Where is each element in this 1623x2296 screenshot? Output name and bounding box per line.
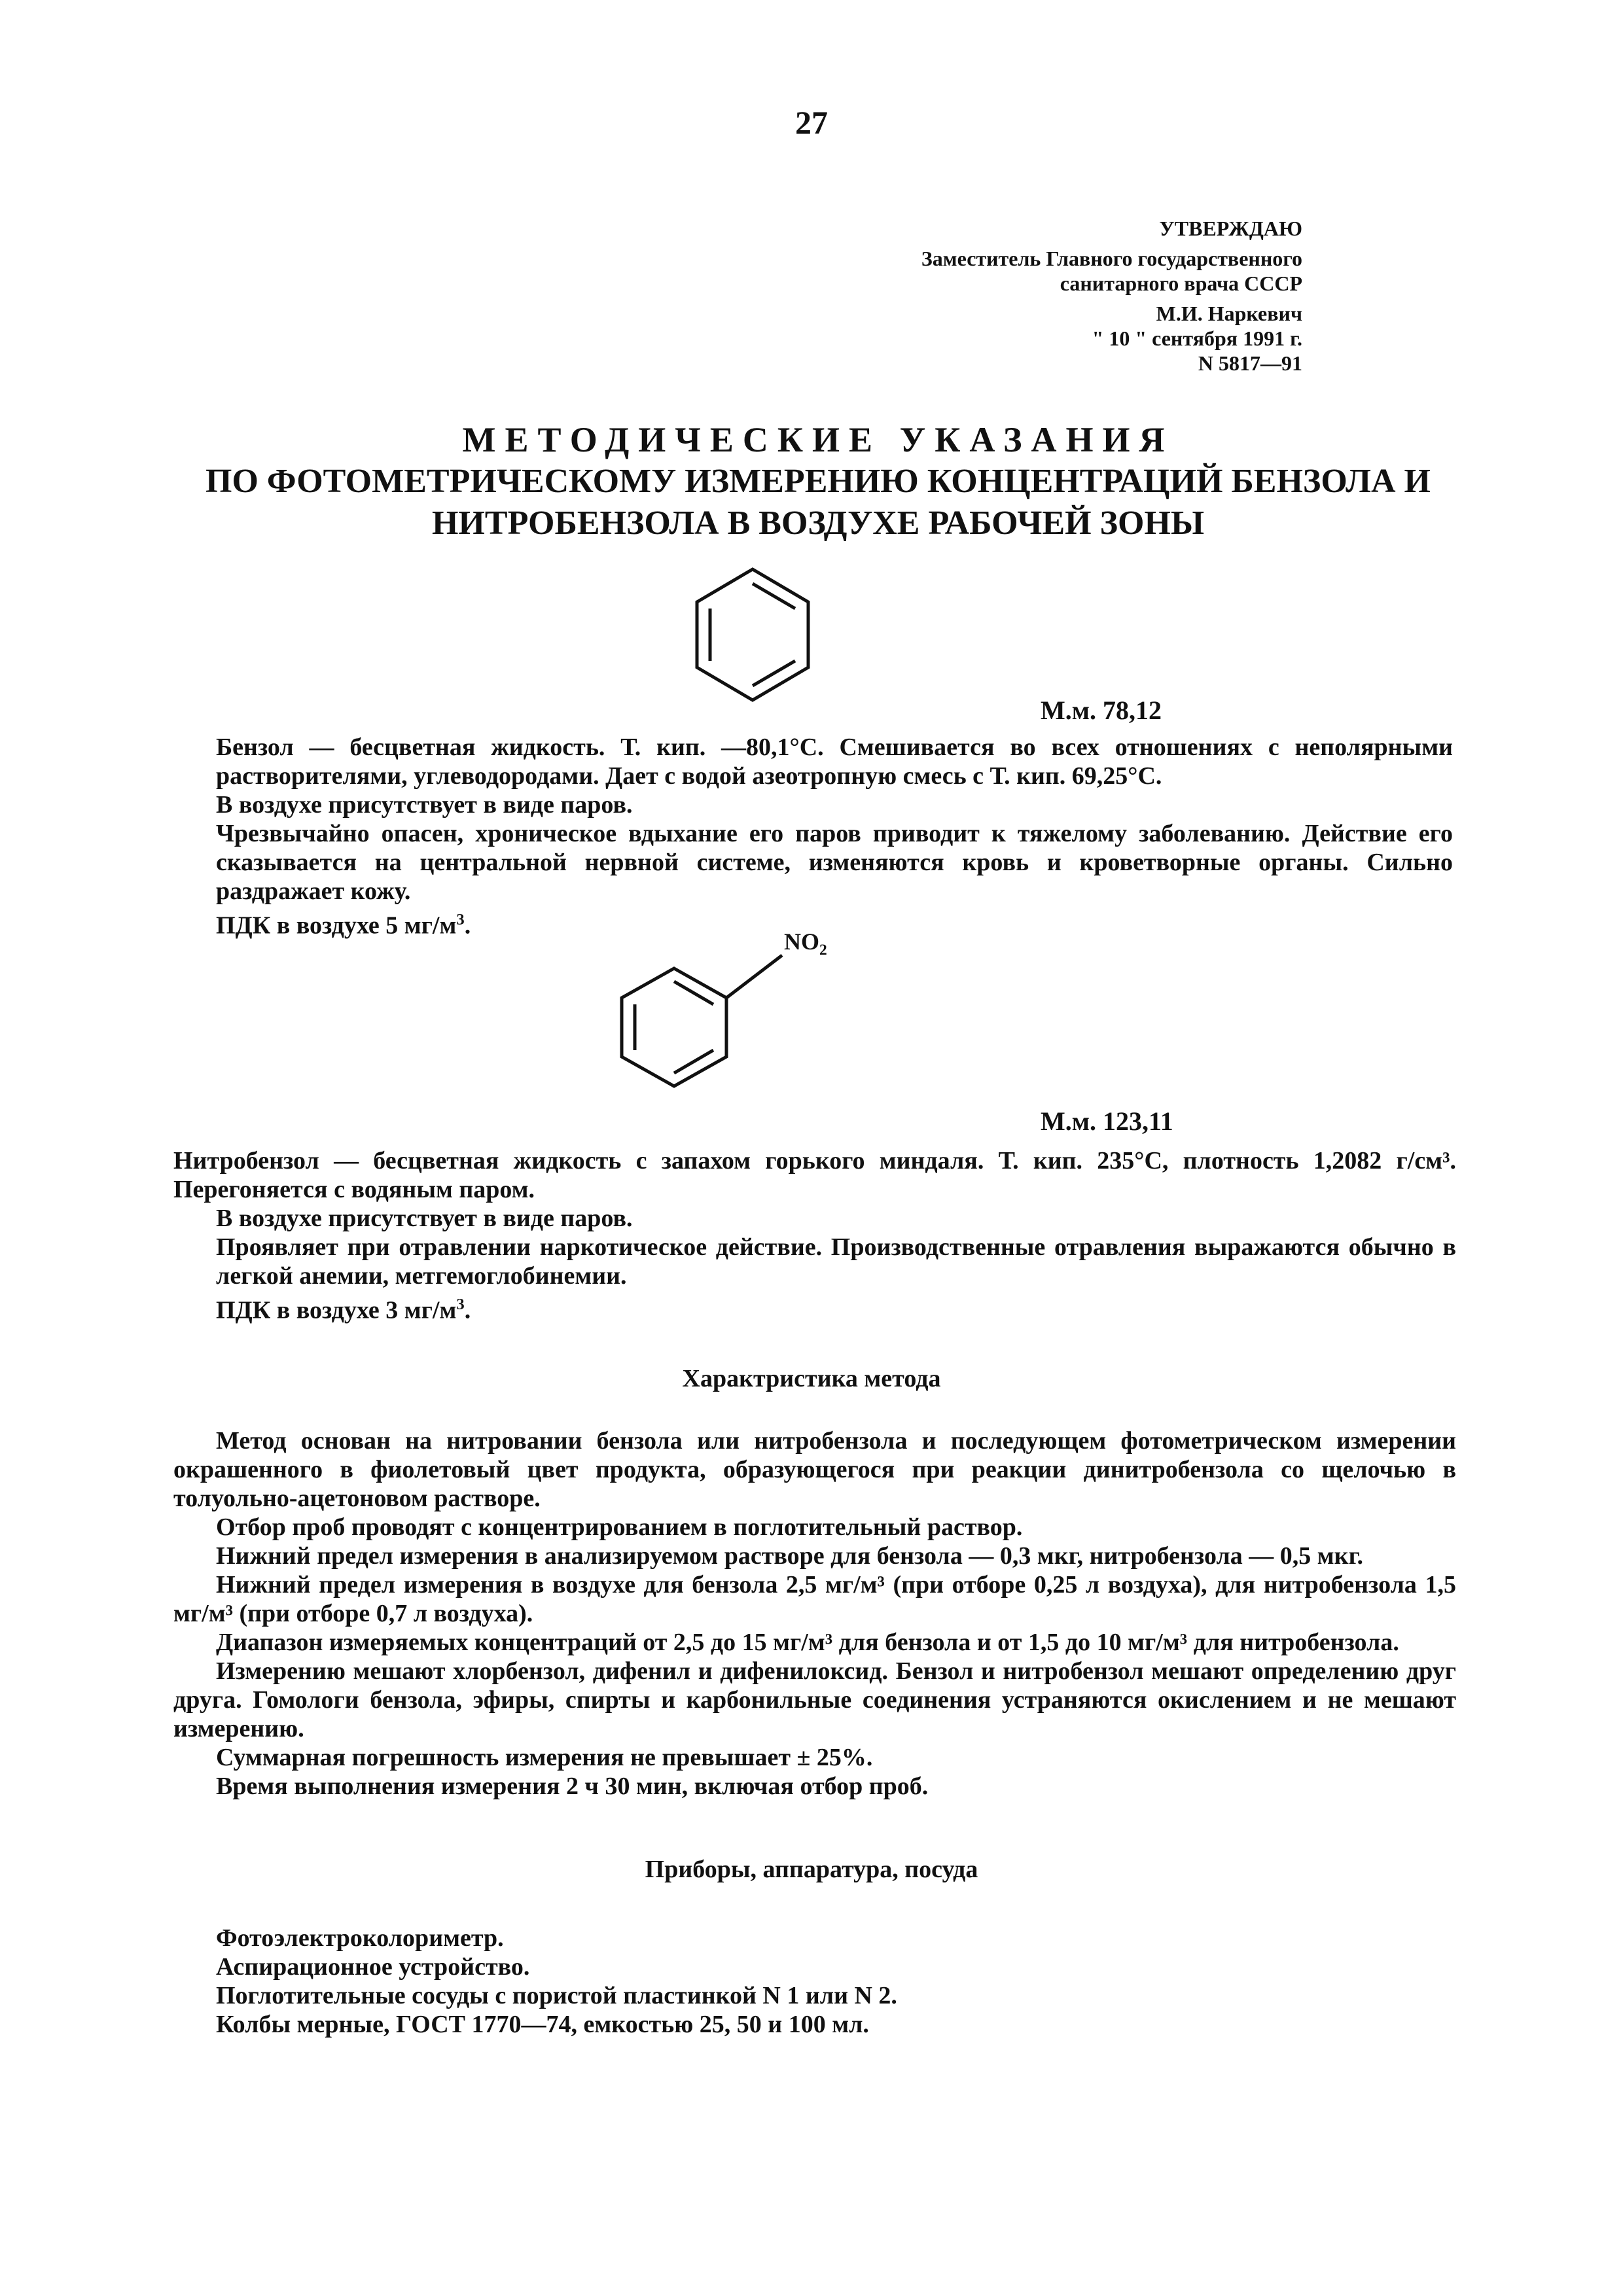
benzene-structure-diagram — [690, 563, 815, 707]
method-duration: Время выполнения измерения 2 ч 30 мин, включая отбор проб. — [216, 1773, 929, 1800]
nitrobenzene-toxicity: Проявляет при отравлении наркотическое действие. Производственные отравления выражаются обычно в легкой анемии, метгемоглобинемии. — [216, 1233, 1456, 1290]
equipment-item: Колбы мерные, ГОСТ 1770—74, емкостью 25, 50 и 100 мл. — [216, 2011, 869, 2038]
benzene-pdk-text: ПДК в воздухе 5 мг/м — [216, 911, 457, 940]
approval-name: М.И. Наркевич — [1156, 302, 1302, 325]
benzene-pdk-sup: 3 — [456, 911, 465, 928]
equipment-item: Аспирационное устройство. — [216, 1953, 530, 1981]
approval-position-line1: Заместитель Главного государственного — [921, 247, 1302, 270]
equipment-list — [216, 1924, 1453, 2039]
approval-block — [921, 216, 1302, 376]
benzene-toxicity: Чрезвычайно опасен, хроническое вдыхание его паров приводит к тяжелому заболеванию. Действие его сказывается на центральной нервной системе, изменяются кровь и кроветворные органы. Сильно раздражает кожу. — [216, 820, 1453, 905]
method-interference: Измерению мешают хлорбензол, дифенил и дифенилоксид. Бензол и нитробензол мешают определению друг друга. Гомологи бензола, эфиры, спирты и карбонильные соединения устраняются окислением и не мешают измерению. — [173, 1657, 1456, 1742]
benzene-description — [216, 733, 1453, 940]
title-line2: ПО ФОТОМЕТРИЧЕСКОМУ ИЗМЕРЕНИЮ КОНЦЕНТРАЦИЙ БЕНЗОЛА И — [205, 463, 1431, 500]
benzene-air-presence: В воздухе присутствует в виде паров. — [216, 791, 633, 819]
benzene-properties: Бензол — бесцветная жидкость. Т. кип. —80,1°С. Смешивается во всех отношениях с неполярными растворителями, углеводородами. Дает с водой азеотропную смесь с Т. кип. 69,25°С. — [216, 733, 1453, 790]
nitro-group-label — [784, 928, 827, 959]
method-range: Диапазон измеряемых концентраций от 2,5 до 15 мг/м³ для бензола и от 1,5 до 10 мг/м³ для нитробензола. — [216, 1629, 1399, 1656]
nitrobenzene-molar-mass: М.м. 123,11 — [1041, 1106, 1173, 1136]
approval-date: " 10 " сентября 1991 г. — [1092, 327, 1302, 350]
nitrobenzene-pdk — [173, 1290, 1456, 1325]
method-heading: Характристика метода — [682, 1365, 941, 1392]
nitrobenzene-pdk-end: . — [464, 1296, 471, 1324]
equipment-item: Поглотительные сосуды с пористой пластинкой N 1 или N 2. — [216, 1982, 897, 2009]
nitrobenzene-air-presence: В воздухе присутствует в виде паров. — [216, 1205, 633, 1232]
nitro-group-sub: 2 — [819, 942, 827, 959]
method-section — [173, 1426, 1456, 1801]
nitrobenzene-description — [173, 1146, 1456, 1325]
benzene-molar-mass: М.м. 78,12 — [1041, 696, 1162, 725]
method-lower-limit-solution: Нижний предел измерения в анализируемом растворе для бензола — 0,3 мкг, нитробензола — 0,5 мкг. — [216, 1542, 1364, 1570]
title-line1: МЕТОДИЧЕСКИЕ УКАЗАНИЯ — [462, 420, 1174, 459]
method-principle: Метод основан на нитровании бензола или нитробензола и последующем фотометрическом измерении окрашенного в фиолетовый цвет продукта, образующегося при реакции динитробензола со щелочью в толуольно-ацетоновом растворе. — [173, 1427, 1456, 1512]
method-error: Суммарная погрешность измерения не превышает ± 25%. — [216, 1744, 873, 1771]
document-title — [164, 419, 1472, 544]
title-line3: НИТРОБЕНЗОЛА В ВОЗДУХЕ РАБОЧЕЙ ЗОНЫ — [431, 504, 1205, 542]
nitrobenzene-properties: Нитробензол — бесцветная жидкость с запахом горького миндаля. Т. кип. 235°С, плотность 1,2082 г/см³. Перегоняется с водяным паром. — [173, 1147, 1456, 1203]
nitrobenzene-structure-diagram — [602, 942, 877, 1099]
method-lower-limit-air: Нижний предел измерения в воздухе для бензола 2,5 мг/м³ (при отборе 0,25 л воздуха), для нитробензола 1,5 мг/м³ (при отборе 0,7 л воздуха). — [173, 1571, 1456, 1627]
equipment-item: Фотоэлектроколориметр. — [216, 1924, 504, 1952]
page-number: 27 — [795, 104, 828, 141]
benzene-pdk — [216, 906, 1453, 940]
equipment-heading: Приборы, аппаратура, посуда — [645, 1856, 978, 1883]
method-sampling: Отбор проб проводят с концентрированием в поглотительный раствор. — [216, 1513, 1023, 1541]
nitrobenzene-pdk-text: ПДК в воздухе 3 мг/м — [216, 1296, 457, 1324]
approval-title: УТВЕРЖДАЮ — [1159, 217, 1302, 240]
nitrobenzene-pdk-sup: 3 — [456, 1296, 465, 1313]
nitro-group-text: NO — [784, 928, 819, 955]
approval-number: N 5817—91 — [1198, 351, 1302, 375]
benzene-pdk-end: . — [464, 911, 471, 940]
approval-position-line2: санитарного врача СССР — [1060, 272, 1302, 295]
